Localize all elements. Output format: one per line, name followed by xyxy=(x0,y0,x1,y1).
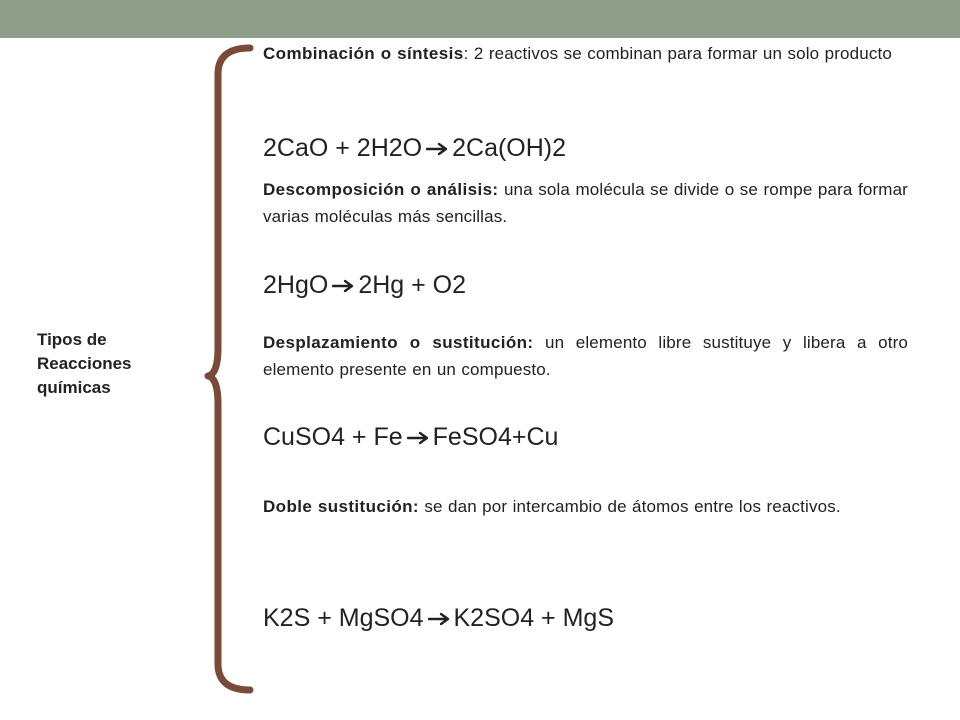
side-label-line-1: Tipos de xyxy=(37,330,107,349)
reaction-3-reactants: CuSO4 + Fe xyxy=(263,423,403,451)
side-label-line-2: Reacciones xyxy=(37,354,132,373)
reaction-2-description xyxy=(263,176,908,230)
reaction-3-products: FeSO4+Cu xyxy=(432,423,559,451)
reaction-2-text: una sola molécula se divide o se rompe para formar varias moléculas más sencillas. xyxy=(263,180,908,226)
right-arrow-icon xyxy=(331,279,355,293)
reaction-2-products: 2Hg + O2 xyxy=(358,271,467,299)
right-arrow-icon xyxy=(427,612,451,626)
curly-brace-icon xyxy=(204,44,260,694)
reaction-3-title: Desplazamiento o sustitución: xyxy=(263,333,534,352)
reaction-2-title: Descomposición o análisis: xyxy=(263,180,499,199)
reaction-3-equation xyxy=(263,422,908,452)
reaction-1-title-colon: : xyxy=(463,44,469,63)
reaction-2-reactants: 2HgO xyxy=(263,271,329,299)
reaction-4-title: Doble sustitución: xyxy=(263,497,419,516)
reaction-1-products: 2Ca(OH)2 xyxy=(452,134,567,162)
side-label-line-3: químicas xyxy=(37,378,111,397)
reaction-1-text: 2 reactivos se combinan para formar un solo producto xyxy=(468,44,892,63)
reaction-1-description xyxy=(263,40,908,67)
top-title-bar xyxy=(0,0,960,38)
right-arrow-icon xyxy=(406,431,430,445)
reaction-4-products: K2SO4 + MgS xyxy=(453,604,614,632)
reaction-1-title: Combinación o síntesis xyxy=(263,44,464,63)
reaction-4-description xyxy=(263,488,908,526)
reaction-3-description xyxy=(263,329,908,383)
reaction-1-equation xyxy=(263,133,908,163)
reaction-4-equation xyxy=(263,603,908,633)
right-arrow-icon xyxy=(425,142,449,156)
side-label xyxy=(37,328,187,400)
reaction-2-equation xyxy=(263,270,908,300)
reaction-4-reactants: K2S + MgSO4 xyxy=(263,604,424,632)
reaction-4-text: se dan por intercambio de átomos entre los reactivos. xyxy=(418,497,841,516)
reaction-3-text: un elemento libre sustituye y libera a otro elemento presente en un compuesto. xyxy=(263,333,908,379)
reaction-1-reactants: 2CaO + 2H2O xyxy=(263,134,423,162)
